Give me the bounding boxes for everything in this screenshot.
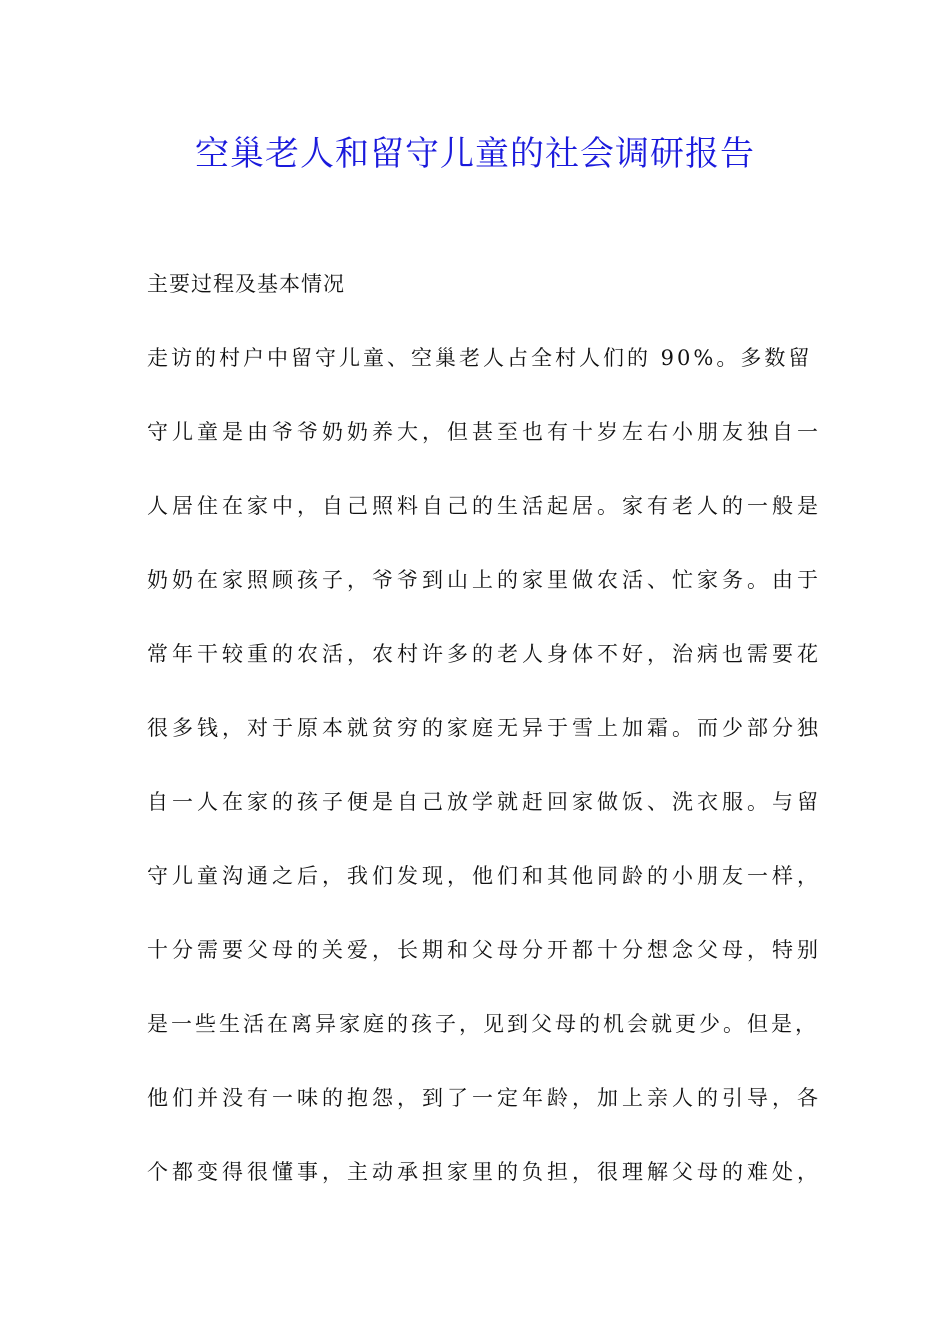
- body-line: 是一些生活在离异家庭的孩子，见到父母的机会就更少。但是，: [147, 1012, 819, 1036]
- body-line: 个都变得很懂事，主动承担家里的负担，很理解父母的难处，: [147, 1160, 822, 1184]
- body-paragraph: [147, 340, 827, 1228]
- document-title: 空巢老人和留守儿童的社会调研报告: [195, 134, 755, 174]
- body-line: 走访的村户中留守儿童、空巢老人占全村人们的 90%。多数留: [147, 346, 813, 370]
- body-line: 很多钱，对于原本就贫穷的家庭无异于雪上加霜。而少部分独: [147, 716, 822, 740]
- body-line: 人居住在家中，自己照料自己的生活起居。家有老人的一般是: [147, 494, 822, 518]
- body-line: 自一人在家的孩子便是自己放学就赶回家做饭、洗衣服。与留: [147, 790, 822, 814]
- body-line: 他们并没有一味的抱怨，到了一定年龄，加上亲人的引导，各: [147, 1086, 822, 1110]
- body-line: 守儿童沟通之后，我们发现，他们和其他同龄的小朋友一样，: [147, 864, 822, 888]
- body-line: 常年干较重的农活，农村许多的老人身体不好，治病也需要花: [147, 642, 822, 666]
- body-line: 奶奶在家照顾孩子，爷爷到山上的家里做农活、忙家务。由于: [147, 568, 822, 592]
- section-heading: 主要过程及基本情况: [147, 272, 345, 296]
- body-line: 十分需要父母的关爱，长期和父母分开都十分想念父母，特别: [147, 938, 822, 962]
- body-line: 守儿童是由爷爷奶奶养大，但甚至也有十岁左右小朋友独自一: [147, 420, 822, 444]
